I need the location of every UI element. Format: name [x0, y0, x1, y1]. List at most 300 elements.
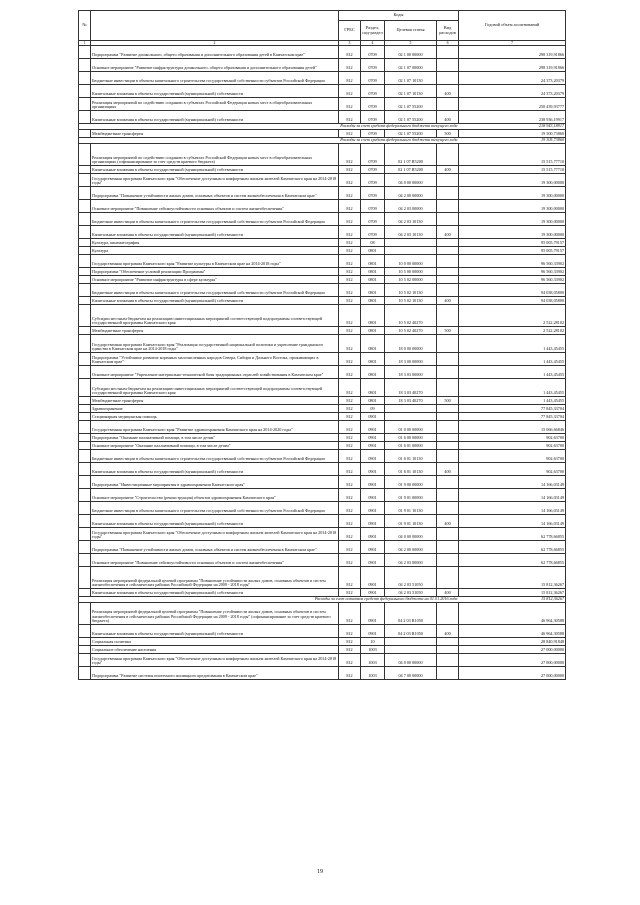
- table-row: [79, 589, 566, 597]
- row-celevaya: 02 1 07 55200: [385, 98, 437, 111]
- row-name: Бюджетные инвестиции в объекты капитального строительства государственной собственности субъектов Российской Федерации: [91, 502, 339, 515]
- row-vid: [437, 442, 459, 450]
- row-razdel: 0801: [361, 297, 385, 305]
- row-celevaya: 04 2 00 00000: [385, 541, 437, 554]
- row-razdel: 0709: [361, 46, 385, 59]
- row-sum: 2 522,28102: [459, 305, 566, 327]
- row-sum: 14 166,03149: [459, 489, 566, 502]
- row-vid: [437, 366, 459, 379]
- row-name: Подпрограмма "Повышение устойчивости жилых домов, основных объектов и систем жизнеобеспечения в Камчатском крае": [91, 187, 339, 200]
- row-vid: 400: [437, 515, 459, 528]
- table-row: [79, 327, 566, 335]
- row-grbs: 812: [339, 85, 361, 98]
- row-no: [79, 284, 91, 297]
- row-vid: [437, 335, 459, 353]
- row-vid: [437, 213, 459, 226]
- row-name: Культура: [91, 247, 339, 255]
- row-vid: [437, 72, 459, 85]
- row-celevaya: 01 9 01 00000: [385, 489, 437, 502]
- row-grbs: 812: [339, 247, 361, 255]
- row-grbs: 812: [339, 366, 361, 379]
- row-celevaya: 01 6 01 10130: [385, 463, 437, 476]
- row-celevaya: 04 2 03 10130: [385, 213, 437, 226]
- row-celevaya: 18 3 03 00000: [385, 366, 437, 379]
- row-celevaya: 04 2 03 00000: [385, 200, 437, 213]
- row-no: [79, 646, 91, 654]
- table-row: [79, 268, 566, 276]
- row-grbs: 812: [339, 239, 361, 247]
- row-celevaya: 01 6 01 10130: [385, 450, 437, 463]
- row-no: [79, 405, 91, 413]
- row-grbs: 812: [339, 489, 361, 502]
- row-razdel: 0709: [361, 174, 385, 187]
- row-grbs: 812: [339, 450, 361, 463]
- row-celevaya: 04 2 03 00000: [385, 554, 437, 567]
- row-name: Реализация мероприятий по содействию созданию в субъектах Российской Федерации новых мест в общеобразовательных организациях (софинансирование за счет средств краевого бюджета): [91, 144, 339, 166]
- row-grbs: 812: [339, 327, 361, 335]
- row-razdel: 0801: [361, 379, 385, 397]
- row-vid: [437, 239, 459, 247]
- row-celevaya: 04 7 00 00000: [385, 667, 437, 680]
- row-razdel: 0709: [361, 187, 385, 200]
- row-sum: 238 936,19917: [459, 111, 566, 124]
- row-name: Основное мероприятие "Повышение сейсмоустойчивости основных объектов и систем жизнеобеспечения": [91, 554, 339, 567]
- row-grbs: 812: [339, 166, 361, 174]
- row-grbs: 812: [339, 667, 361, 680]
- row-vid: [437, 200, 459, 213]
- row-vid: [437, 144, 459, 166]
- row-razdel: 0709: [361, 144, 385, 166]
- row-sum: 19 300,00000: [459, 213, 566, 226]
- table-row: [79, 187, 566, 200]
- row-no: [79, 502, 91, 515]
- row-celevaya: 10 5 02 00000: [385, 276, 437, 284]
- row-celevaya: 04 2 03 51050: [385, 589, 437, 597]
- row-grbs: 812: [339, 515, 361, 528]
- row-name: Подпрограмма "Развитие системы ипотечного жилищного кредитования в Камчатском крае": [91, 667, 339, 680]
- row-name: Межбюджетные трансферты: [91, 130, 339, 138]
- table-row: [79, 450, 566, 463]
- colnum: 1: [79, 41, 91, 46]
- row-no: [79, 255, 91, 268]
- row-sum: 95 005,79157: [459, 239, 566, 247]
- row-grbs: 812: [339, 603, 361, 625]
- funding-note-text: Расходы за счет остатков средств федерального бюджета на 01.01.2016 года: [91, 597, 459, 603]
- row-razdel: 0901: [361, 554, 385, 567]
- row-name: Капитальные вложения в объекты государственной (муниципальной) собственности: [91, 111, 339, 124]
- row-name: Капитальные вложения в объекты государственной (муниципальной) собственности: [91, 166, 339, 174]
- row-sum: 15 812,36267: [459, 589, 566, 597]
- row-razdel: 0901: [361, 476, 385, 489]
- row-vid: 400: [437, 589, 459, 597]
- row-name: Основное мероприятие "Развитие инфраструктуры в сфере культуры": [91, 276, 339, 284]
- row-celevaya: 04 2 03 10130: [385, 226, 437, 239]
- colnum: 2: [91, 41, 339, 46]
- row-vid: 400: [437, 85, 459, 98]
- row-sum: 24 373,20379: [459, 85, 566, 98]
- table-row: [79, 111, 566, 124]
- row-no: [79, 46, 91, 59]
- row-grbs: 812: [339, 305, 361, 327]
- row-name: Подпрограмма "Оказание паллиативной помощи, в том числе детям": [91, 434, 339, 442]
- row-vid: [437, 541, 459, 554]
- row-vid: 400: [437, 226, 459, 239]
- row-no: [79, 489, 91, 502]
- row-name: Государственная программа Камчатского края "Развитие культуры в Камчатском крае на 2014-2018 годы": [91, 255, 339, 268]
- row-razdel: 0801: [361, 335, 385, 353]
- table-row: [79, 528, 566, 541]
- row-name: Основное мероприятие "Повышение сейсмоустойчивости основных объектов и систем жизнеобеспечения": [91, 200, 339, 213]
- row-grbs: 812: [339, 476, 361, 489]
- row-sum: 2 522,28102: [459, 327, 566, 335]
- row-no: [79, 366, 91, 379]
- row-no: [79, 515, 91, 528]
- table-row: [79, 130, 566, 138]
- row-grbs: 812: [339, 200, 361, 213]
- table-row: [79, 434, 566, 442]
- row-razdel: 0801: [361, 305, 385, 327]
- row-sum: 46 964,30588: [459, 603, 566, 625]
- row-vid: [437, 554, 459, 567]
- row-celevaya: 02 1 07 55200: [385, 130, 437, 138]
- row-vid: [437, 638, 459, 646]
- row-name: Государственная программа Камчатского края "Развитие здравоохранения Камчатского края на 2014-2020 годы": [91, 421, 339, 434]
- row-celevaya: 02 1 07 10130: [385, 72, 437, 85]
- row-razdel: 1003: [361, 667, 385, 680]
- colnum: 4: [361, 41, 385, 46]
- row-vid: 400: [437, 297, 459, 305]
- row-razdel: 0901: [361, 421, 385, 434]
- table-row: [79, 297, 566, 305]
- row-no: [79, 130, 91, 138]
- table-row: [79, 174, 566, 187]
- row-celevaya: 02 1 00 00000: [385, 46, 437, 59]
- row-razdel: 0709: [361, 166, 385, 174]
- row-grbs: 812: [339, 463, 361, 476]
- row-name: Бюджетные инвестиции в объекты капитального строительства государственной собственности субъектов Российской Федерации: [91, 450, 339, 463]
- row-celevaya: 04 2 03 51050: [385, 567, 437, 589]
- row-grbs: 812: [339, 397, 361, 405]
- row-no: [79, 442, 91, 450]
- colnum: 7: [459, 41, 566, 46]
- table-row: [79, 255, 566, 268]
- row-sum: 19 300,00000: [459, 174, 566, 187]
- row-name: Бюджетные инвестиции в объекты капитального строительства государственной собственности субъектов Российской Федерации: [91, 72, 339, 85]
- row-celevaya: 18 3 03 40270: [385, 379, 437, 397]
- row-grbs: 812: [339, 554, 361, 567]
- row-no: [79, 413, 91, 421]
- row-razdel: 0901: [361, 489, 385, 502]
- row-sum: 298 319,91866: [459, 46, 566, 59]
- table-row: [79, 166, 566, 174]
- row-razdel: 0901: [361, 502, 385, 515]
- row-no: [79, 638, 91, 646]
- colnum: 5: [385, 41, 437, 46]
- row-grbs: 812: [339, 46, 361, 59]
- table-row: [79, 489, 566, 502]
- row-vid: [437, 421, 459, 434]
- row-grbs: 812: [339, 284, 361, 297]
- row-grbs: 812: [339, 226, 361, 239]
- table-row: [79, 284, 566, 297]
- row-no: [79, 166, 91, 174]
- row-no: [79, 379, 91, 397]
- row-no: [79, 174, 91, 187]
- table-row: [79, 247, 566, 255]
- row-no: [79, 239, 91, 247]
- row-name: Государственная программа Камчатского края "Обеспечение доступным и комфортным жильем жителей Камчатского края на 2014-2018 годы": [91, 654, 339, 667]
- row-vid: [437, 268, 459, 276]
- row-sum: 24 373,20379: [459, 72, 566, 85]
- row-celevaya: 02 1 07 R5200: [385, 144, 437, 166]
- row-sum: 96 560,33902: [459, 268, 566, 276]
- row-name: Межбюджетные трансферты: [91, 397, 339, 405]
- row-sum: 902,63700: [459, 442, 566, 450]
- row-razdel: 0901: [361, 541, 385, 554]
- row-celevaya: 18 0 00 00000: [385, 335, 437, 353]
- row-name: Капитальные вложения в объекты государственной (муниципальной) собственности: [91, 297, 339, 305]
- row-razdel: 0801: [361, 268, 385, 276]
- row-sum: 902,63700: [459, 450, 566, 463]
- row-vid: [437, 450, 459, 463]
- row-vid: [437, 46, 459, 59]
- row-no: [79, 667, 91, 680]
- row-sum: 28 840,91848: [459, 638, 566, 646]
- row-sum: 95 005,79157: [459, 247, 566, 255]
- row-razdel: 0901: [361, 450, 385, 463]
- row-vid: [437, 305, 459, 327]
- table-row: [79, 638, 566, 646]
- row-grbs: 812: [339, 638, 361, 646]
- row-sum: 19 300,00000: [459, 226, 566, 239]
- row-vid: 400: [437, 625, 459, 638]
- row-sum: 902,63700: [459, 463, 566, 476]
- row-no: [79, 226, 91, 239]
- row-sum: 298 319,91866: [459, 59, 566, 72]
- table-row: [79, 72, 566, 85]
- row-name: Капитальные вложения в объекты государственной (муниципальной) собственности: [91, 226, 339, 239]
- row-celevaya: 01 9 00 00000: [385, 476, 437, 489]
- row-razdel: 0901: [361, 603, 385, 625]
- row-celevaya: 04 2 00 00000: [385, 187, 437, 200]
- row-name: Подпрограмма "Обеспечение условий реализации Программы": [91, 268, 339, 276]
- row-no: [79, 200, 91, 213]
- row-no: [79, 421, 91, 434]
- row-grbs: 812: [339, 541, 361, 554]
- row-no: [79, 434, 91, 442]
- row-celevaya: [385, 638, 437, 646]
- row-celevaya: 02 1 07 55200: [385, 111, 437, 124]
- row-grbs: 812: [339, 434, 361, 442]
- row-celevaya: [385, 413, 437, 421]
- row-grbs: 812: [339, 144, 361, 166]
- budget-table-page: [78, 10, 565, 680]
- row-vid: [437, 379, 459, 397]
- row-celevaya: 04 2 03 R1050: [385, 603, 437, 625]
- row-razdel: 0801: [361, 353, 385, 366]
- row-vid: [437, 489, 459, 502]
- row-celevaya: 10 5 02 10130: [385, 284, 437, 297]
- row-no: [79, 268, 91, 276]
- row-celevaya: 01 0 00 00000: [385, 421, 437, 434]
- row-grbs: 812: [339, 625, 361, 638]
- row-grbs: 812: [339, 502, 361, 515]
- row-razdel: 0709: [361, 72, 385, 85]
- row-grbs: 812: [339, 528, 361, 541]
- row-razdel: 0901: [361, 413, 385, 421]
- row-no: [79, 98, 91, 111]
- row-grbs: 812: [339, 442, 361, 450]
- row-sum: 27 000,00000: [459, 646, 566, 654]
- row-sum: 1 443,45455: [459, 379, 566, 397]
- row-grbs: 812: [339, 187, 361, 200]
- row-name: Подпрограмма "Устойчивое развитие коренных малочисленных народов Севера, Сибири и Дальнего Востока, проживающих в Камчатском крае": [91, 353, 339, 366]
- row-grbs: 812: [339, 276, 361, 284]
- row-grbs: 812: [339, 335, 361, 353]
- table-row: [79, 226, 566, 239]
- row-no: [79, 603, 91, 625]
- row-razdel: 0901: [361, 528, 385, 541]
- row-sum: 14 166,03149: [459, 502, 566, 515]
- row-grbs: 812: [339, 174, 361, 187]
- row-vid: 500: [437, 327, 459, 335]
- row-razdel: 0709: [361, 200, 385, 213]
- row-vid: [437, 284, 459, 297]
- row-name: Основное мероприятие "Укрепление материально-технической базы традиционных отраслей хозяйствования в Камчатском крае": [91, 366, 339, 379]
- row-name: Культура, кинематография: [91, 239, 339, 247]
- row-vid: [437, 247, 459, 255]
- row-no: [79, 528, 91, 541]
- row-name: Капитальные вложения в объекты государственной (муниципальной) собственности: [91, 85, 339, 98]
- row-name: Бюджетные инвестиции в объекты капитального строительства государственной собственности субъектов Российской Федерации: [91, 284, 339, 297]
- row-no: [79, 59, 91, 72]
- row-sum: 27 000,00000: [459, 654, 566, 667]
- header-codes: Коды: [339, 11, 459, 21]
- table-row: [79, 335, 566, 353]
- row-vid: [437, 667, 459, 680]
- row-vid: [437, 255, 459, 268]
- row-grbs: 812: [339, 111, 361, 124]
- row-sum: 19 500,73860: [459, 130, 566, 138]
- row-celevaya: 10 5 02 40270: [385, 327, 437, 335]
- row-vid: [437, 654, 459, 667]
- table-row: [79, 144, 566, 166]
- row-no: [79, 625, 91, 638]
- row-name: Подпрограмма "Развитие дошкольного, общего образования и дополнительного образования детей в Камчатском крае": [91, 46, 339, 59]
- row-grbs: 812: [339, 379, 361, 397]
- row-sum: 62 778,66855: [459, 528, 566, 541]
- row-razdel: 0901: [361, 589, 385, 597]
- row-grbs: 812: [339, 130, 361, 138]
- funding-note-sum: 15 812,36267: [459, 597, 566, 603]
- row-name: Стационарная медицинская помощь: [91, 413, 339, 421]
- table-row: [79, 239, 566, 247]
- row-name: Капитальные вложения в объекты государственной (муниципальной) собственности: [91, 589, 339, 597]
- row-celevaya: 10 5 02 10130: [385, 297, 437, 305]
- row-celevaya: 01 9 01 10130: [385, 515, 437, 528]
- row-no: [79, 297, 91, 305]
- row-name: Реализация мероприятий федеральной целевой программы "Повышение устойчивости жилых домов, основных объектов и систем жизнеобеспечения в сейсмических районах Российской Федерации на 2009 - 2018 годы" (софинансирование за счет средств краевого бюджета): [91, 603, 339, 625]
- row-sum: 14 166,03149: [459, 515, 566, 528]
- row-sum: 15 515,77710: [459, 144, 566, 166]
- row-sum: 77 845,33704: [459, 413, 566, 421]
- row-vid: [437, 59, 459, 72]
- funding-note-text: Расходы за счет средств федерального бюджета текущего года: [91, 124, 459, 130]
- row-razdel: 1003: [361, 654, 385, 667]
- budget-table: [78, 10, 566, 680]
- row-no: [79, 554, 91, 567]
- row-celevaya: 04 0 00 00000: [385, 654, 437, 667]
- row-sum: 15 812,36267: [459, 567, 566, 589]
- table-row: [79, 567, 566, 589]
- row-name: Подпрограмма "Инвестиционные мероприятия в здравоохранении Камчатского края": [91, 476, 339, 489]
- table-row: [79, 421, 566, 434]
- row-vid: [437, 502, 459, 515]
- row-vid: [437, 603, 459, 625]
- row-razdel: 0801: [361, 247, 385, 255]
- header-sum: Годовой объем ассигнований: [459, 11, 566, 41]
- table-row: [79, 200, 566, 213]
- row-celevaya: 02 1 07 00000: [385, 59, 437, 72]
- table-row: [79, 397, 566, 405]
- row-vid: [437, 187, 459, 200]
- row-razdel: 0801: [361, 255, 385, 268]
- row-no: [79, 589, 91, 597]
- row-vid: [437, 646, 459, 654]
- row-sum: 94 038,05800: [459, 284, 566, 297]
- row-celevaya: 04 0 00 00000: [385, 528, 437, 541]
- row-name: Государственная программа Камчатского края "Обеспечение доступным и комфортным жильем жителей Камчатского края на 2014-2018 годы": [91, 174, 339, 187]
- row-name: Бюджетные инвестиции в объекты капитального строительства государственной собственности субъектов Российской Федерации: [91, 213, 339, 226]
- page-number: 19: [317, 869, 323, 875]
- row-no: [79, 335, 91, 353]
- row-sum: 96 560,33902: [459, 276, 566, 284]
- row-grbs: 812: [339, 268, 361, 276]
- row-razdel: 0709: [361, 85, 385, 98]
- header-vid: Вид расходов: [437, 21, 459, 41]
- row-no: [79, 85, 91, 98]
- table-row: [79, 353, 566, 366]
- row-vid: [437, 567, 459, 589]
- row-sum: 15 066,66846: [459, 421, 566, 434]
- row-razdel: 0709: [361, 59, 385, 72]
- row-grbs: 812: [339, 98, 361, 111]
- table-row: [79, 405, 566, 413]
- row-vid: 400: [437, 166, 459, 174]
- row-celevaya: 02 1 07 R5200: [385, 166, 437, 174]
- row-grbs: 812: [339, 353, 361, 366]
- row-name: Государственная программа Камчатского края "Реализация государственной национальной политики и укрепление гражданского единства в Камчатском крае на 2014-2018 годы": [91, 335, 339, 353]
- row-no: [79, 397, 91, 405]
- row-no: [79, 247, 91, 255]
- row-razdel: 08: [361, 239, 385, 247]
- row-grbs: 812: [339, 405, 361, 413]
- row-name: Основное мероприятие "Развитие инфраструктуры дошкольного, общего образования и дополнительного образования детей": [91, 59, 339, 72]
- row-celevaya: 18 3 03 40270: [385, 397, 437, 405]
- row-razdel: 0709: [361, 213, 385, 226]
- row-vid: [437, 353, 459, 366]
- row-no: [79, 463, 91, 476]
- row-sum: 1 443,45455: [459, 335, 566, 353]
- row-grbs: 812: [339, 413, 361, 421]
- row-razdel: 0709: [361, 98, 385, 111]
- row-no: [79, 567, 91, 589]
- row-no: [79, 72, 91, 85]
- row-name: Подпрограмма "Повышение устойчивости жилых домов, основных объектов и систем жизнеобеспечения в Камчатском крае": [91, 541, 339, 554]
- row-sum: 14 166,03149: [459, 476, 566, 489]
- row-vid: [437, 405, 459, 413]
- row-vid: 500: [437, 397, 459, 405]
